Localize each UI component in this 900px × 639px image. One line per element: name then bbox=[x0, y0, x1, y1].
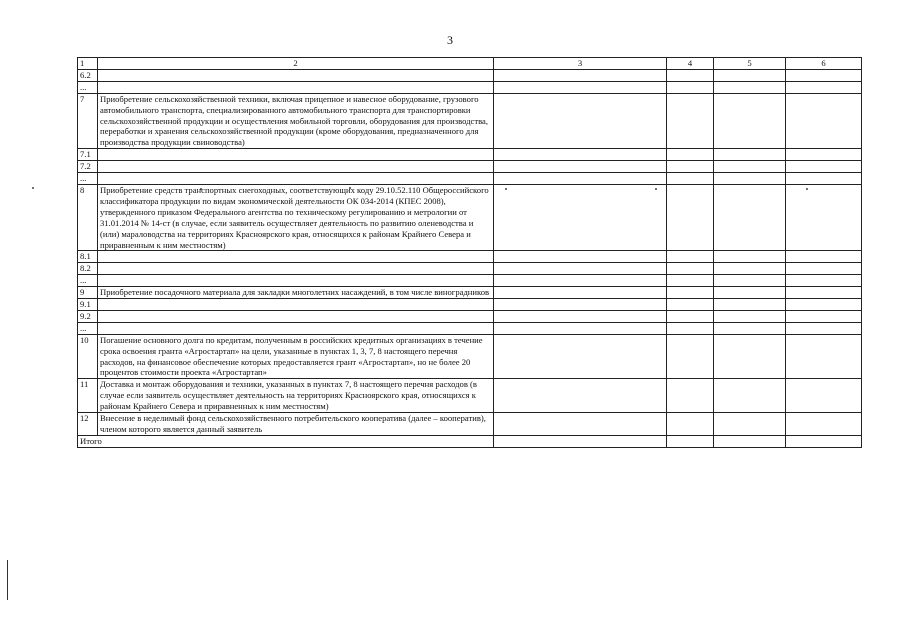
row-number: 7 bbox=[78, 93, 98, 149]
value-cell-col4 bbox=[667, 334, 714, 379]
value-cell-col3 bbox=[494, 161, 667, 173]
value-cell-col3 bbox=[494, 310, 667, 322]
table-row bbox=[78, 334, 862, 379]
value-cell-col3 bbox=[494, 275, 667, 287]
row-number: 11 bbox=[78, 379, 98, 413]
value-cell-col3 bbox=[494, 322, 667, 334]
page-number: 3 bbox=[447, 33, 453, 47]
table-row bbox=[78, 275, 862, 287]
value-cell-col3 bbox=[494, 334, 667, 379]
column-header-5: 5 bbox=[714, 58, 786, 70]
value-cell-col4 bbox=[667, 69, 714, 81]
table-row bbox=[78, 322, 862, 334]
value-cell-col5 bbox=[714, 413, 786, 436]
value-cell-col3 bbox=[494, 251, 667, 263]
row-description bbox=[98, 251, 494, 263]
value-cell-col4 bbox=[667, 251, 714, 263]
value-cell-col4 bbox=[667, 149, 714, 161]
value-cell-col6 bbox=[786, 379, 862, 413]
value-cell-col5 bbox=[714, 81, 786, 93]
table-row bbox=[78, 149, 862, 161]
value-cell-col4 bbox=[667, 413, 714, 436]
table-row bbox=[78, 299, 862, 311]
row-number: 8.1 bbox=[78, 251, 98, 263]
table-row bbox=[78, 161, 862, 173]
row-description bbox=[98, 69, 494, 81]
value-cell-col4 bbox=[667, 299, 714, 311]
row-number: 9.1 bbox=[78, 299, 98, 311]
row-description bbox=[98, 149, 494, 161]
row-description: Доставка и монтаж оборудования и техники, указанных в пунктах 7, 8 настоящего перечня расходов (в случае если заявитель осуществляет деятельность на территориях Красноярского края, относящихся к районам Крайнего Севера и приравненных к ним местностям) bbox=[98, 379, 494, 413]
value-cell-col3 bbox=[494, 263, 667, 275]
row-number: 12 bbox=[78, 413, 98, 436]
value-cell-col5 bbox=[714, 334, 786, 379]
value-cell-col3 bbox=[494, 81, 667, 93]
table-row bbox=[78, 310, 862, 322]
value-cell-col4 bbox=[667, 310, 714, 322]
table-row bbox=[78, 81, 862, 93]
value-cell-col5 bbox=[714, 299, 786, 311]
row-description bbox=[98, 310, 494, 322]
total-cell-col6 bbox=[786, 435, 862, 447]
value-cell-col6 bbox=[786, 299, 862, 311]
row-number: 10 bbox=[78, 334, 98, 379]
column-header-4: 4 bbox=[667, 58, 714, 70]
table-row bbox=[78, 413, 862, 436]
column-header-2: 2 bbox=[98, 58, 494, 70]
value-cell-col5 bbox=[714, 379, 786, 413]
value-cell-col6 bbox=[786, 275, 862, 287]
row-description: Приобретение сельскохозяйственной техники, включая прицепное и навесное оборудование, грузового автомобильного транспорта, специализированного автомобильного транспорта для транспортировки сельскохозяйственной продукции и осуществления мобильной торговли, оборудования для производства, переработки и хранения сельскохозяйственной продукции (кроме оборудования, предназначенного для производства продукции свиноводства) bbox=[98, 93, 494, 149]
value-cell-col5 bbox=[714, 251, 786, 263]
value-cell-col4 bbox=[667, 322, 714, 334]
value-cell-col6 bbox=[786, 322, 862, 334]
row-number: 9 bbox=[78, 287, 98, 299]
column-header-6: 6 bbox=[786, 58, 862, 70]
value-cell-col3 bbox=[494, 149, 667, 161]
value-cell-col4 bbox=[667, 263, 714, 275]
value-cell-col6 bbox=[786, 69, 862, 81]
value-cell-col4 bbox=[667, 275, 714, 287]
row-number: 8.2 bbox=[78, 263, 98, 275]
value-cell-col6 bbox=[786, 149, 862, 161]
value-cell-col5 bbox=[714, 310, 786, 322]
total-cell-col5 bbox=[714, 435, 786, 447]
value-cell-col6 bbox=[786, 184, 862, 250]
total-cell-col4 bbox=[667, 435, 714, 447]
row-number: ... bbox=[78, 173, 98, 185]
value-cell-col5 bbox=[714, 173, 786, 185]
value-cell-col6 bbox=[786, 310, 862, 322]
row-number: 6.2 bbox=[78, 69, 98, 81]
value-cell-col3 bbox=[494, 93, 667, 149]
value-cell-col6 bbox=[786, 161, 862, 173]
row-description: Внесение в неделимый фонд сельскохозяйственного потребительского кооператива (далее – кооператив), членом которого является данный заявитель bbox=[98, 413, 494, 436]
value-cell-col5 bbox=[714, 184, 786, 250]
row-description bbox=[98, 263, 494, 275]
total-cell-col3 bbox=[494, 435, 667, 447]
value-cell-col5 bbox=[714, 161, 786, 173]
value-cell-col6 bbox=[786, 93, 862, 149]
value-cell-col6 bbox=[786, 173, 862, 185]
value-cell-col5 bbox=[714, 69, 786, 81]
table-row bbox=[78, 287, 862, 299]
row-description bbox=[98, 81, 494, 93]
value-cell-col5 bbox=[714, 263, 786, 275]
value-cell-col6 bbox=[786, 413, 862, 436]
row-description bbox=[98, 173, 494, 185]
value-cell-col3 bbox=[494, 379, 667, 413]
value-cell-col4 bbox=[667, 93, 714, 149]
row-number: 8 bbox=[78, 184, 98, 250]
row-description bbox=[98, 299, 494, 311]
row-description bbox=[98, 275, 494, 287]
value-cell-col3 bbox=[494, 413, 667, 436]
table-row bbox=[78, 379, 862, 413]
row-number: 9.2 bbox=[78, 310, 98, 322]
total-row bbox=[78, 435, 862, 447]
value-cell-col5 bbox=[714, 287, 786, 299]
table-row bbox=[78, 93, 862, 149]
expense-table bbox=[77, 57, 862, 448]
row-number: 7.2 bbox=[78, 161, 98, 173]
value-cell-col4 bbox=[667, 287, 714, 299]
row-number: ... bbox=[78, 81, 98, 93]
value-cell-col6 bbox=[786, 251, 862, 263]
value-cell-col3 bbox=[494, 173, 667, 185]
column-header-3: 3 bbox=[494, 58, 667, 70]
header-row bbox=[78, 58, 862, 70]
value-cell-col4 bbox=[667, 173, 714, 185]
row-description bbox=[98, 322, 494, 334]
row-number: 7.1 bbox=[78, 149, 98, 161]
table-row bbox=[78, 173, 862, 185]
value-cell-col6 bbox=[786, 81, 862, 93]
value-cell-col6 bbox=[786, 334, 862, 379]
table-row bbox=[78, 251, 862, 263]
value-cell-col3 bbox=[494, 69, 667, 81]
row-description bbox=[98, 161, 494, 173]
value-cell-col3 bbox=[494, 299, 667, 311]
row-description: Погашение основного долга по кредитам, полученным в российских кредитных организациях в течение срока освоения гранта «Агростартап» на цели, указанные в пунктах 1, 3, 7, 8 настоящего перечня расходов, на финансовое обеспечение которых предоставляется грант «Агростартап», но не более 20 процентов стоимости проекта «Агростартап» bbox=[98, 334, 494, 379]
value-cell-col6 bbox=[786, 263, 862, 275]
table-row bbox=[78, 184, 862, 250]
total-label: Итого bbox=[78, 435, 494, 447]
value-cell-col3 bbox=[494, 184, 667, 250]
margin-line bbox=[7, 560, 8, 600]
table-row bbox=[78, 69, 862, 81]
value-cell-col5 bbox=[714, 149, 786, 161]
row-description: Приобретение посадочного материала для закладки многолетних насаждений, в том числе виноградников bbox=[98, 287, 494, 299]
value-cell-col4 bbox=[667, 161, 714, 173]
column-header-1: 1 bbox=[78, 58, 98, 70]
row-number: ... bbox=[78, 275, 98, 287]
value-cell-col4 bbox=[667, 379, 714, 413]
value-cell-col5 bbox=[714, 93, 786, 149]
scan-dot bbox=[32, 187, 34, 189]
value-cell-col3 bbox=[494, 287, 667, 299]
value-cell-col4 bbox=[667, 81, 714, 93]
value-cell-col5 bbox=[714, 322, 786, 334]
row-description: Приобретение средств транспортных снегоходных, соответствующих коду 29.10.52.110 Общероссийского классификатора продукции по видам экономической деятельности ОК 034-2014 (КПЕС 2008), утвержденного приказом Федерального агентства по техническому регулированию и метрологии от 31.01.2014 № 14-ст (в случае, если заявитель осуществляет деятельность по развитию оленеводства и (или) мараловодства на территориях Красноярского края, относящихся к районам Крайнего Севера и приравненным к ним местностям) bbox=[98, 184, 494, 250]
value-cell-col5 bbox=[714, 275, 786, 287]
value-cell-col4 bbox=[667, 184, 714, 250]
table-row bbox=[78, 263, 862, 275]
row-number: ... bbox=[78, 322, 98, 334]
value-cell-col6 bbox=[786, 287, 862, 299]
